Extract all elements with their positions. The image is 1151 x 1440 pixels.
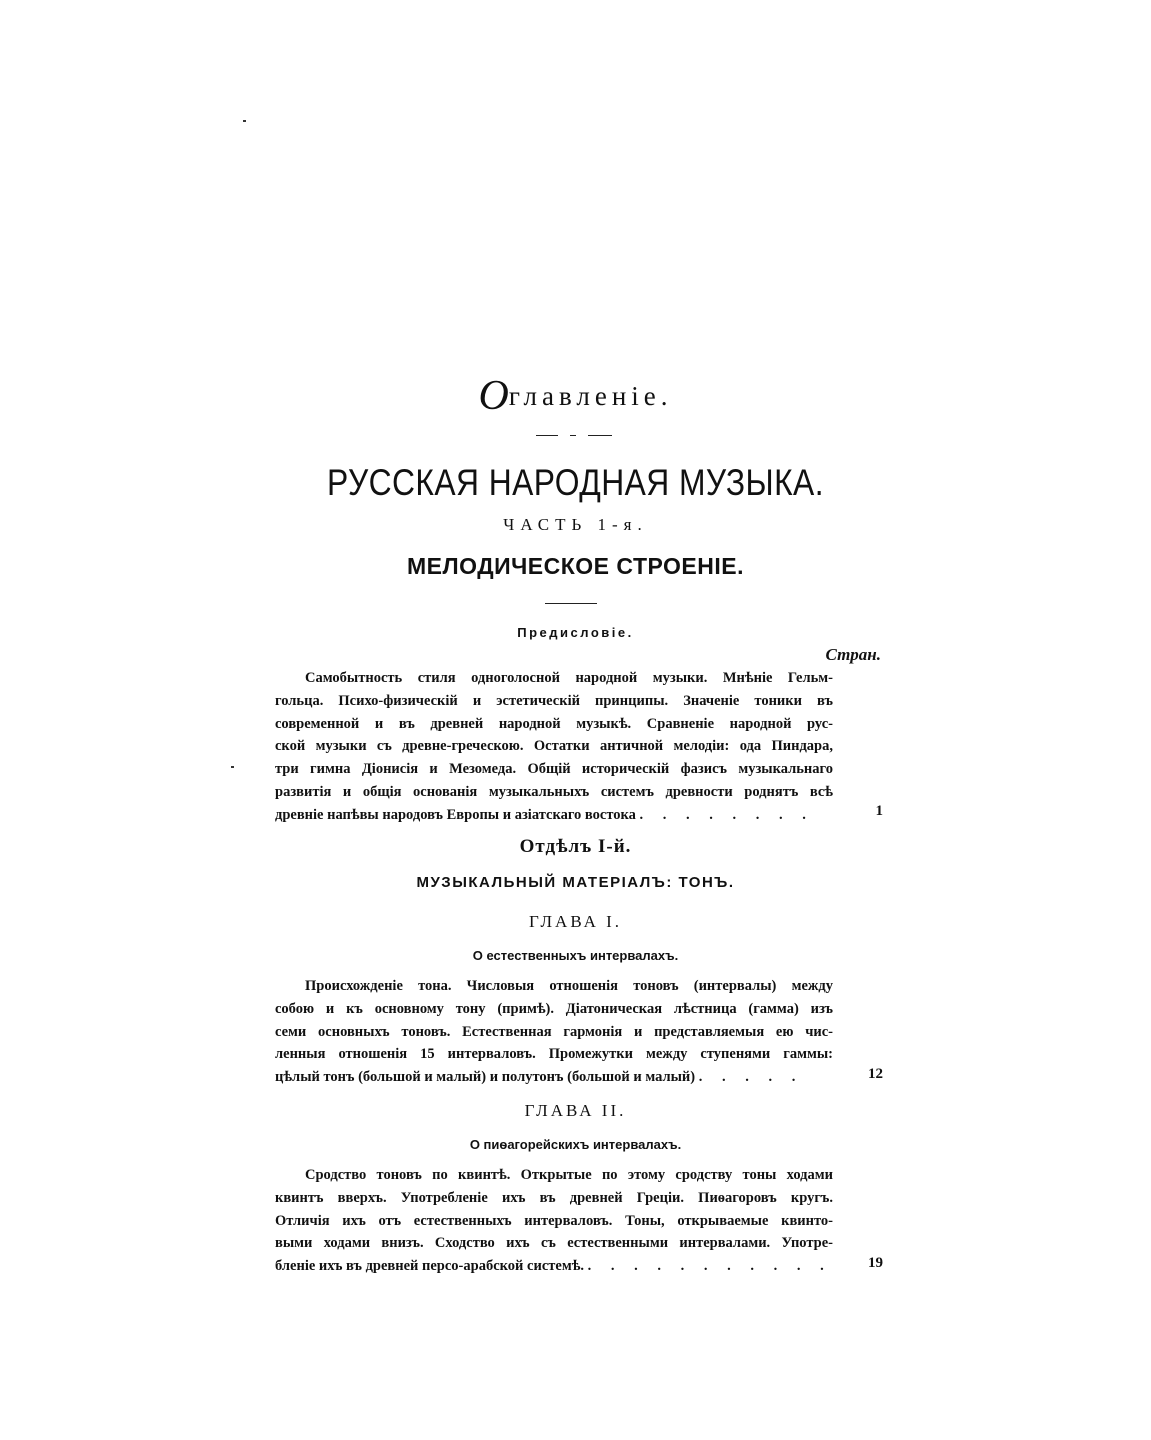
entry-line: Происхожденіе тона. Числовыя отношенія тоновъ (интервалы) между <box>305 978 833 994</box>
entry-line-text: древніе напѣвы народовъ Европы и азіатскаго востока <box>275 806 636 823</box>
main-title: РУССКАЯ НАРОДНАЯ МУЗЫКА. <box>327 462 824 503</box>
entry-line: гольца. Психо-физическій и эстетическій принципы. Значеніе тоники въ <box>275 692 833 709</box>
entry-line-last <box>275 804 833 827</box>
scan-speck <box>231 766 234 768</box>
section-label: Отдѣлъ I-й. <box>519 836 632 857</box>
entry-line: ленныя отношенія 15 интерваловъ. Промежутки между ступенями гаммы: <box>275 1046 833 1063</box>
entry-line: выми ходами внизъ. Сходство ихъ съ естественными интервалами. Употре- <box>275 1235 833 1252</box>
entry-line: развитія и общія основанія музыкальныхъ системъ древности роднятъ всѣ <box>275 783 833 800</box>
leader-dots: . . . . . <box>698 1069 804 1086</box>
page-title-initial: О <box>478 373 509 419</box>
page-number: 19 <box>868 1255 883 1271</box>
entry-line: три гимна Діонисія и Мезомеда. Общій историческій фазисъ музыкальнаго <box>275 761 833 778</box>
part-title: МЕЛОДИЧЕСКОЕ СТРОЕНІЕ. <box>407 553 744 579</box>
chapter-2-title: О пиѳагорейскихъ интервалахъ. <box>469 1137 682 1152</box>
preface-entry <box>275 667 833 827</box>
page-title <box>0 372 1151 420</box>
entry-line: Сродство тоновъ по квинтѣ. Открытые по этому сродству тоны ходами <box>305 1167 833 1183</box>
entry-line-last <box>275 1066 833 1089</box>
scan-speck <box>243 120 246 122</box>
title-divider-mid <box>570 435 576 436</box>
title-divider-left <box>536 435 558 436</box>
leader-dots: . . . . . . . . . . . <box>587 1258 832 1275</box>
part-label: ЧАСТЬ 1-я. <box>503 515 648 534</box>
entry-line: квинтъ вверхъ. Употребленіе ихъ въ древней Греціи. Пиѳагоровъ кругъ. <box>275 1189 833 1206</box>
entry-line: ской музыки съ древне-греческою. Остатки античной мелодіи: ода Пиндара, <box>275 738 833 755</box>
chapter-1-title: О естественныхъ интервалахъ. <box>472 948 679 963</box>
part-divider <box>545 603 597 604</box>
page-column-label: Стран. <box>825 645 881 664</box>
preface-heading: Предисловіе. <box>517 625 634 640</box>
chapter-2-entry <box>275 1164 833 1278</box>
entry-line-last <box>275 1255 833 1278</box>
leader-dots: . . . . . . . . <box>639 806 814 823</box>
section-title: МУЗЫКАЛЬНЫЙ МАТЕРІАЛЪ: ТОНЪ. <box>416 874 735 891</box>
entry-line: современной и въ древней народной музыкѣ. Сравненіе народной рус- <box>275 715 833 732</box>
page-number: 1 <box>875 803 883 819</box>
chapter-1-entry <box>275 975 833 1089</box>
entry-line-text: бленіе ихъ въ древней персо-арабской системѣ. <box>275 1258 585 1275</box>
entry-line: Самобытность стиля одноголосной народной музыки. Мнѣніе Гельм- <box>305 670 833 686</box>
chapter-2-label: ГЛАВА II. <box>524 1101 627 1120</box>
entry-line-text: цѣлый тонъ (большой и малый) и полутонъ (большой и малый) <box>275 1069 696 1086</box>
page-title-rest: главленіе. <box>508 381 673 411</box>
page-number: 12 <box>868 1066 883 1082</box>
entry-line: Отличія ихъ отъ естественныхъ интерваловъ. Тоны, открываемые квинто- <box>275 1212 833 1229</box>
chapter-1-label: ГЛАВА I. <box>528 912 623 931</box>
title-divider-right <box>588 435 612 436</box>
entry-line: семи основныхъ тоновъ. Естественная гармонія и представляемыя ею чис- <box>275 1023 833 1040</box>
entry-line: собою и къ основному тону (примѣ). Діатоническая лѣстница (гамма) изъ <box>275 1000 833 1017</box>
